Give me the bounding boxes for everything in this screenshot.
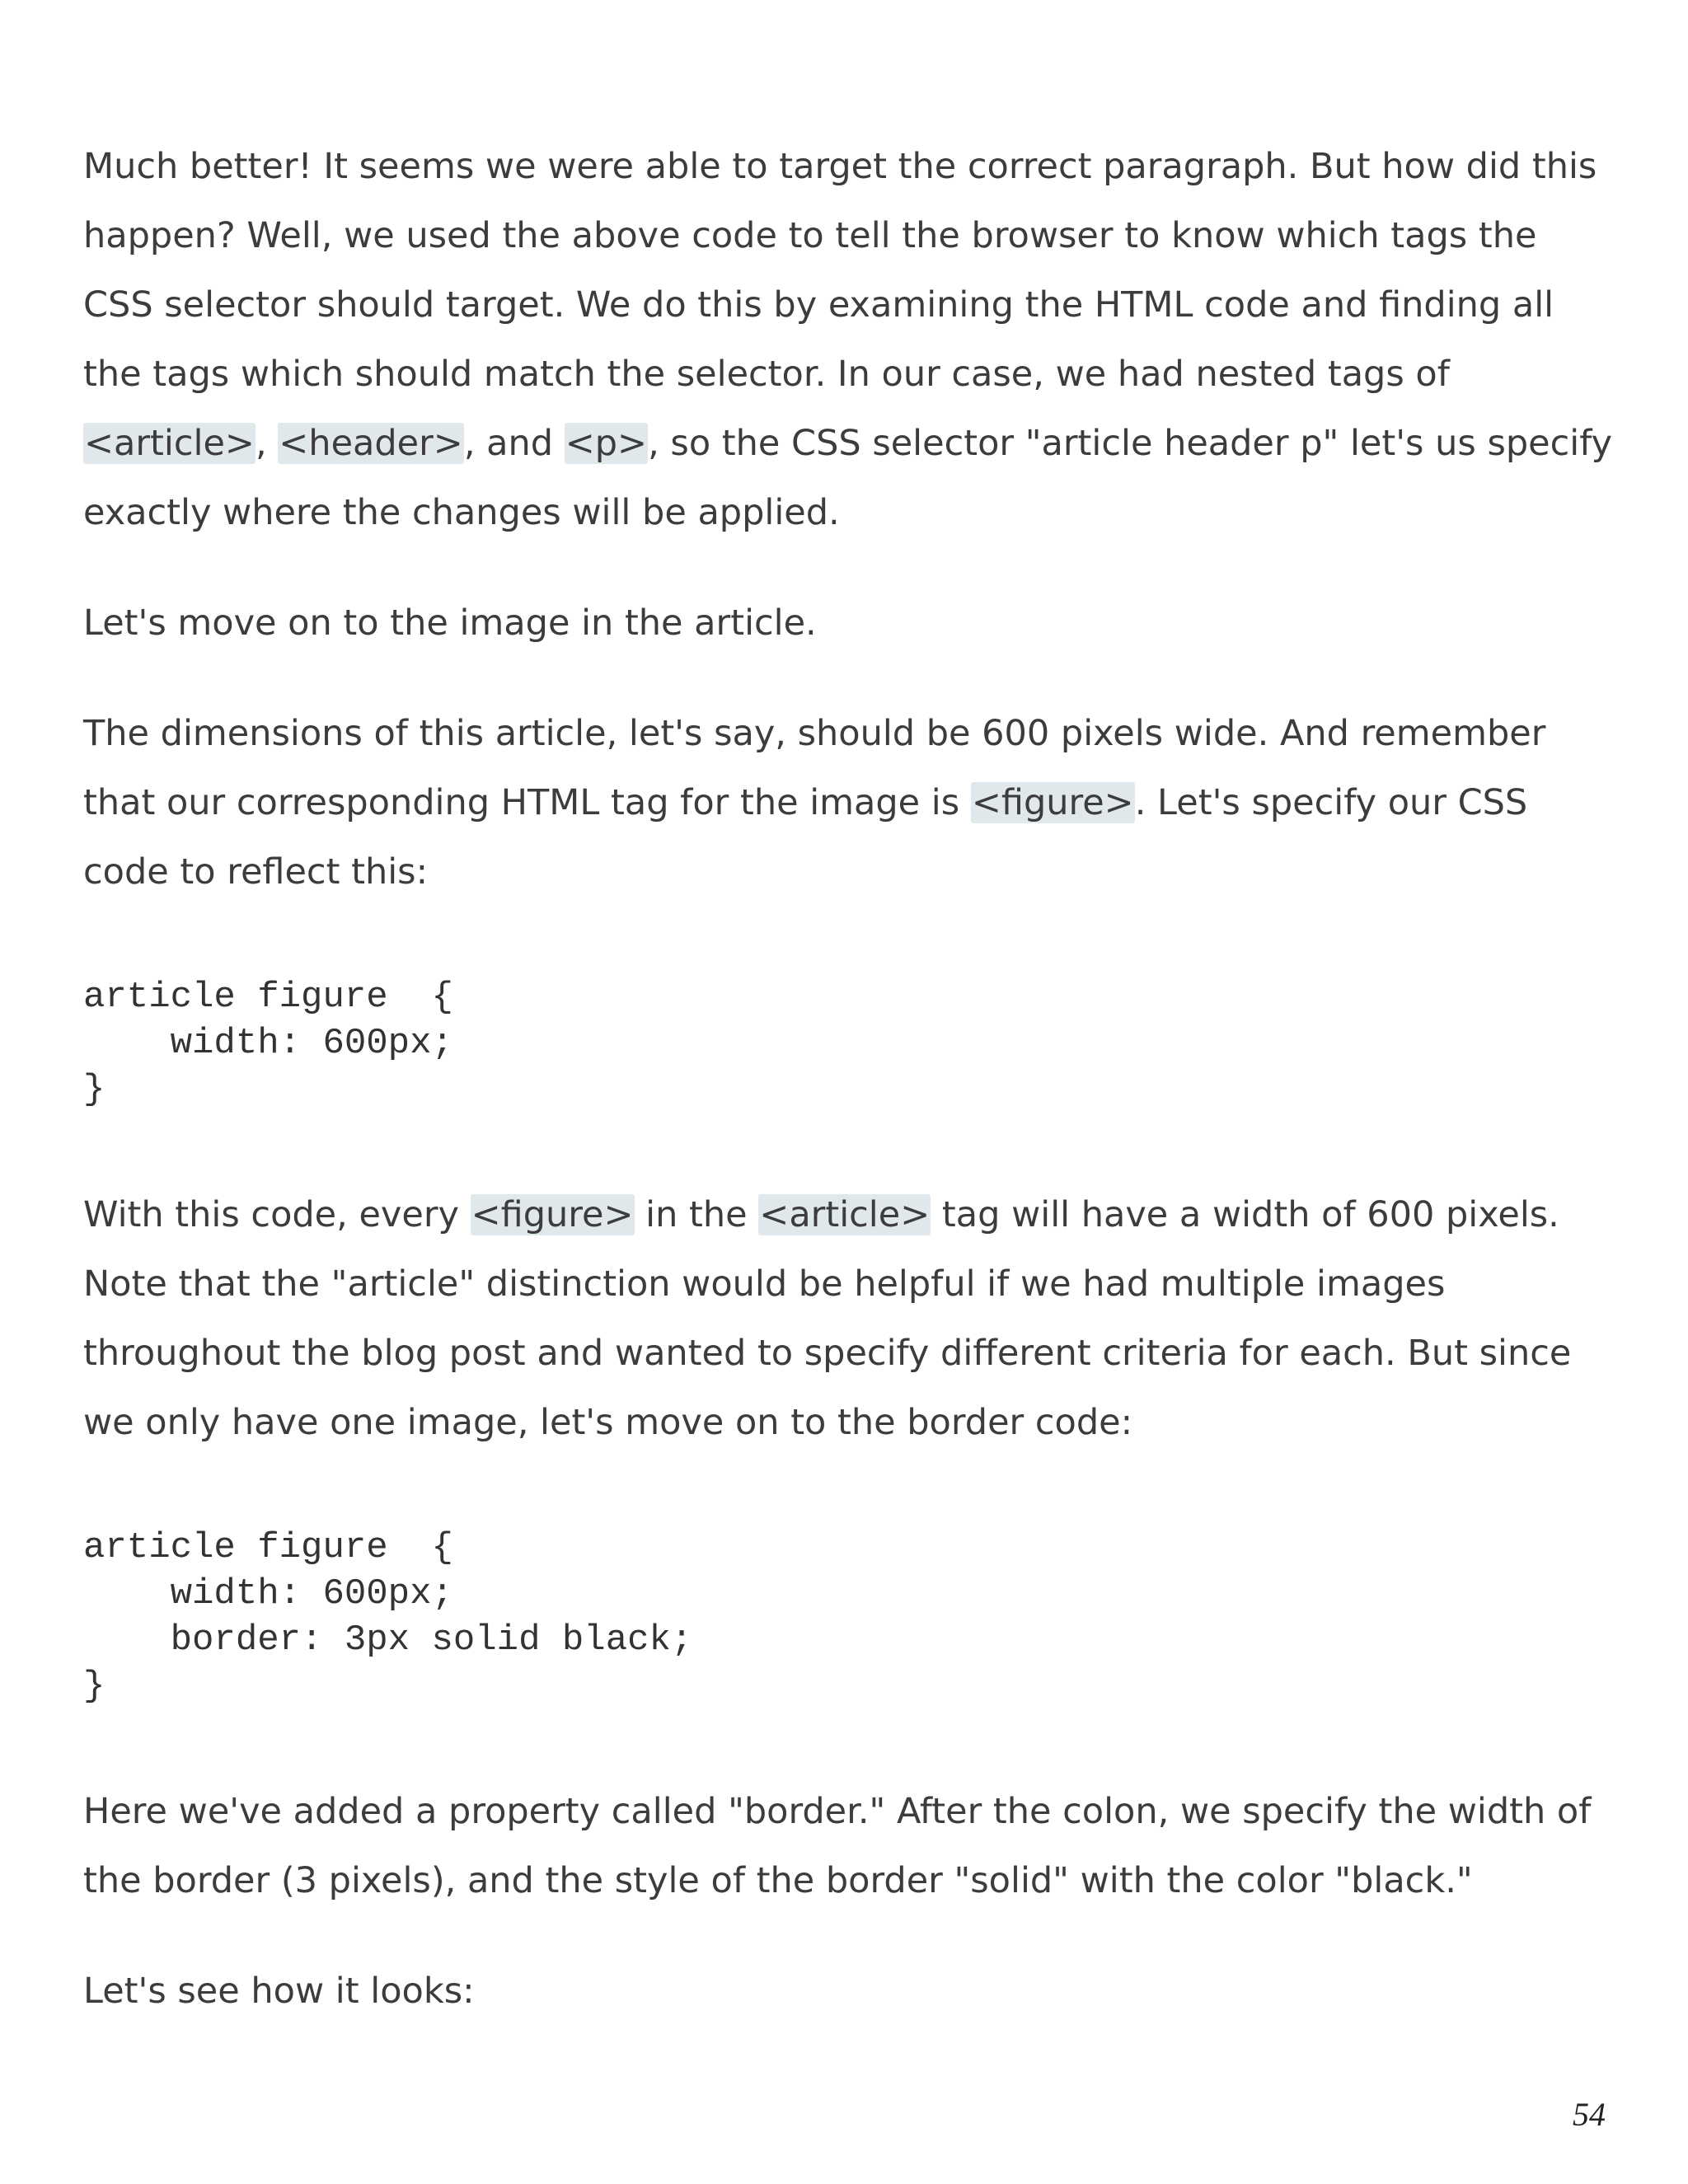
paragraph-dimensions [83,699,1616,907]
text-span: Much better! It seems we were able to target the correct paragraph. But how did this happen? Well, we used the above code to tell the browser to know which tags the CSS selector should target. We do this by examining the HTML code and finding all the tags which should match the selector. In our case, we had nested tags of [83,146,1597,395]
inline-code-figure: <figure> [471,1194,634,1235]
paragraph-border-explanation: Here we've added a property called "border." After the colon, we specify the width of the border (3 pixels), and the style of the border "solid" with the color "black." [83,1791,1592,1901]
paragraph-width-explanation [83,1180,1616,1457]
text-span: . Let's specify our CSS code to reflect this: [83,782,1528,893]
text-span: in the [634,1194,759,1235]
code-block-width: article figure { width: 600px; } [83,977,453,1110]
paragraph-target-explanation [83,132,1616,547]
paragraph-see-how-it-looks: Let's see how it looks: [83,1971,475,2012]
text-span: tag will have a width of 600 pixels. Note that the "article" distinction would be helpful if we had multiple images throughout the blog post and wanted to specify different criteria for each. But since we only have one image, let's move on to the border code: [83,1194,1572,1443]
inline-code-figure: <figure> [971,782,1134,823]
inline-code-article: <article> [84,423,255,464]
text-span: The dimensions of this article, let's say, should be 600 pixels wide. And remember that our corresponding HTML tag for the image is [83,713,1546,823]
page-number: 54 [1573,2096,1606,2133]
inline-code-p: <p> [565,423,648,464]
text-span: , and [463,423,565,464]
inline-code-article: <article> [759,1194,931,1235]
document-page [83,132,1616,2026]
inline-code-header: <header> [279,423,463,464]
paragraph-move-on: Let's move on to the image in the article. [83,602,817,644]
text-span: , [255,423,279,464]
code-block-border: article figure { width: 600px; border: 3px solid black; } [83,1527,693,1707]
text-span: With this code, every [83,1194,471,1235]
text-span: , so the CSS selector "article header p" let's us specify exactly where the changes will be applied. [83,423,1613,533]
